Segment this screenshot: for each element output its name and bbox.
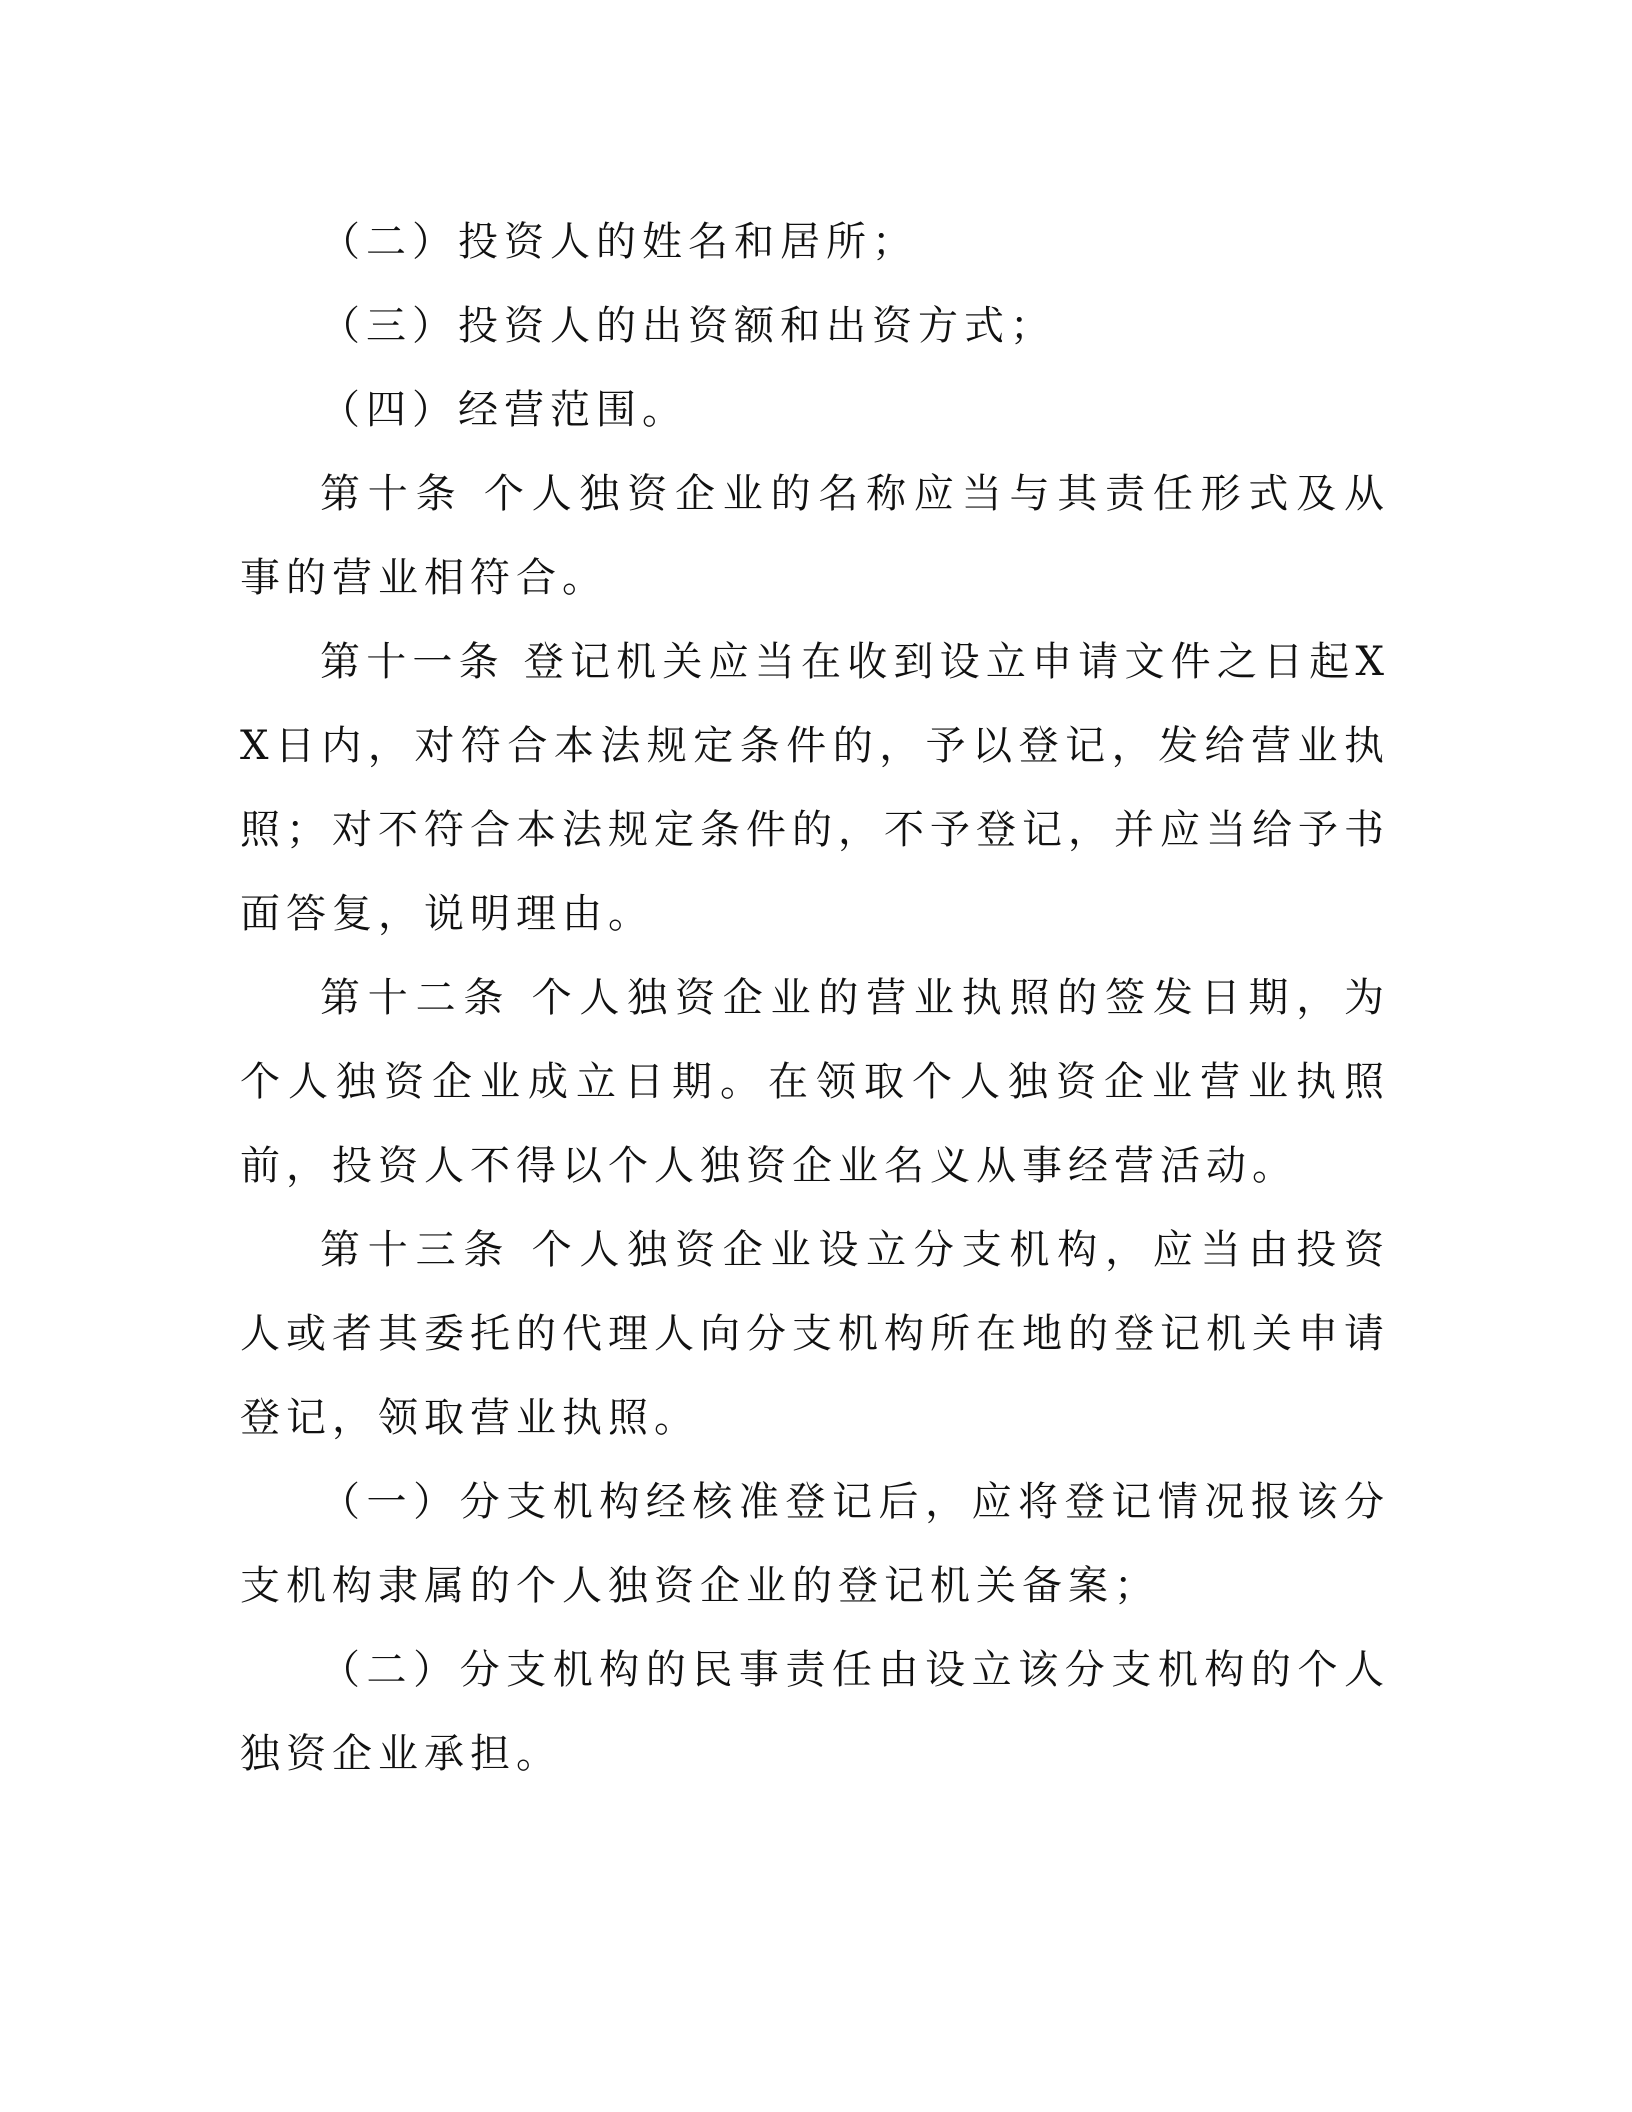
paragraph-capital-contribution: （三）投资人的出资额和出资方式； xyxy=(320,303,1056,349)
paragraph-article-12: 第十二条 个人独资企业的营业执照的签发日期，为个人独资企业成立日期。在领取个人独资企业营业执照前，投资人不得以个人独资企业名义从事经营活动。 xyxy=(240,975,1390,1189)
paragraph-business-scope: （四）经营范围。 xyxy=(320,387,688,433)
paragraph-branch-registration: （一）分支机构经核准登记后，应将登记情况报该分支机构隶属的个人独资企业的登记机关备案； xyxy=(240,1479,1390,1609)
paragraph-investor-name: （二）投资人的姓名和居所； xyxy=(320,219,918,265)
paragraph-branch-liability: （二）分支机构的民事责任由设立该分支机构的个人独资企业承担。 xyxy=(240,1647,1390,1777)
document-page xyxy=(240,200,1390,1796)
paragraph-article-13: 第十三条 个人独资企业设立分支机构，应当由投资人或者其委托的代理人向分支机构所在地的登记机关申请登记，领取营业执照。 xyxy=(240,1227,1390,1441)
paragraph-article-11: 第十一条 登记机关应当在收到设立申请文件之日起XX日内，对符合本法规定条件的，予以登记，发给营业执照；对不符合本法规定条件的，不予登记，并应当给予书面答复，说明理由。 xyxy=(240,639,1390,937)
paragraph-article-10: 第十条 个人独资企业的名称应当与其责任形式及从事的营业相符合。 xyxy=(240,471,1390,601)
